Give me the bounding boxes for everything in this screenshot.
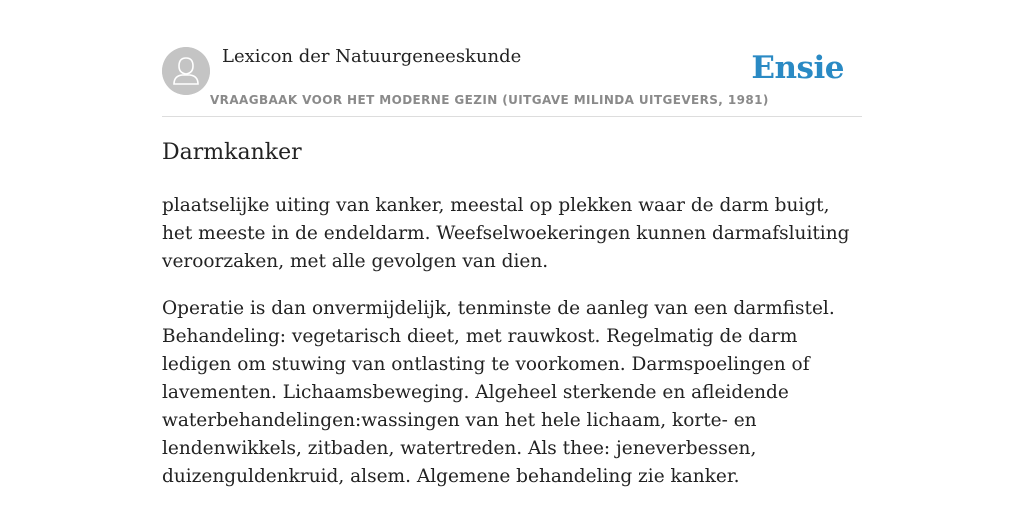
source-subtitle: VRAAGBAAK VOOR HET MODERNE GEZIN (UITGAVE MILINDA UITGEVERS, 1981) xyxy=(210,93,769,107)
person-icon xyxy=(162,47,210,95)
entry-paragraph: plaatselijke uiting van kanker, meestal op plekken waar de darm buigt, het meeste in de endeldarm. Weefselwoekeringen kunnen darmafsluiting veroorzaken, met alle gevolgen van dien. xyxy=(162,195,850,272)
entry-body xyxy=(162,192,852,510)
entry-title: Darmkanker xyxy=(162,140,302,165)
source-title[interactable]: Lexicon der Natuurgeneeskunde xyxy=(222,46,522,67)
source-header xyxy=(162,40,862,117)
entry-paragraph: Operatie is dan onvermijdelijk, tenminste de aanleg van een darmfistel. Behandeling: vegetarisch dieet, met rauwkost. Regelmatig de darm ledigen om stuwing van ontlasting te voorkomen. Darmspoelingen of lavementen. Lichaamsbeweging. Algeheel sterkende en afleidende waterbehandelingen:wassingen van het hele lichaam, korte- en lendenwikkels, zitbaden, watertreden. Als thee: jeneverbessen, duizenguldenkruid, alsem. Algemene behandeling zie kanker. xyxy=(162,298,835,487)
ensie-logo[interactable]: Ensie xyxy=(751,50,844,86)
avatar[interactable] xyxy=(162,47,210,95)
